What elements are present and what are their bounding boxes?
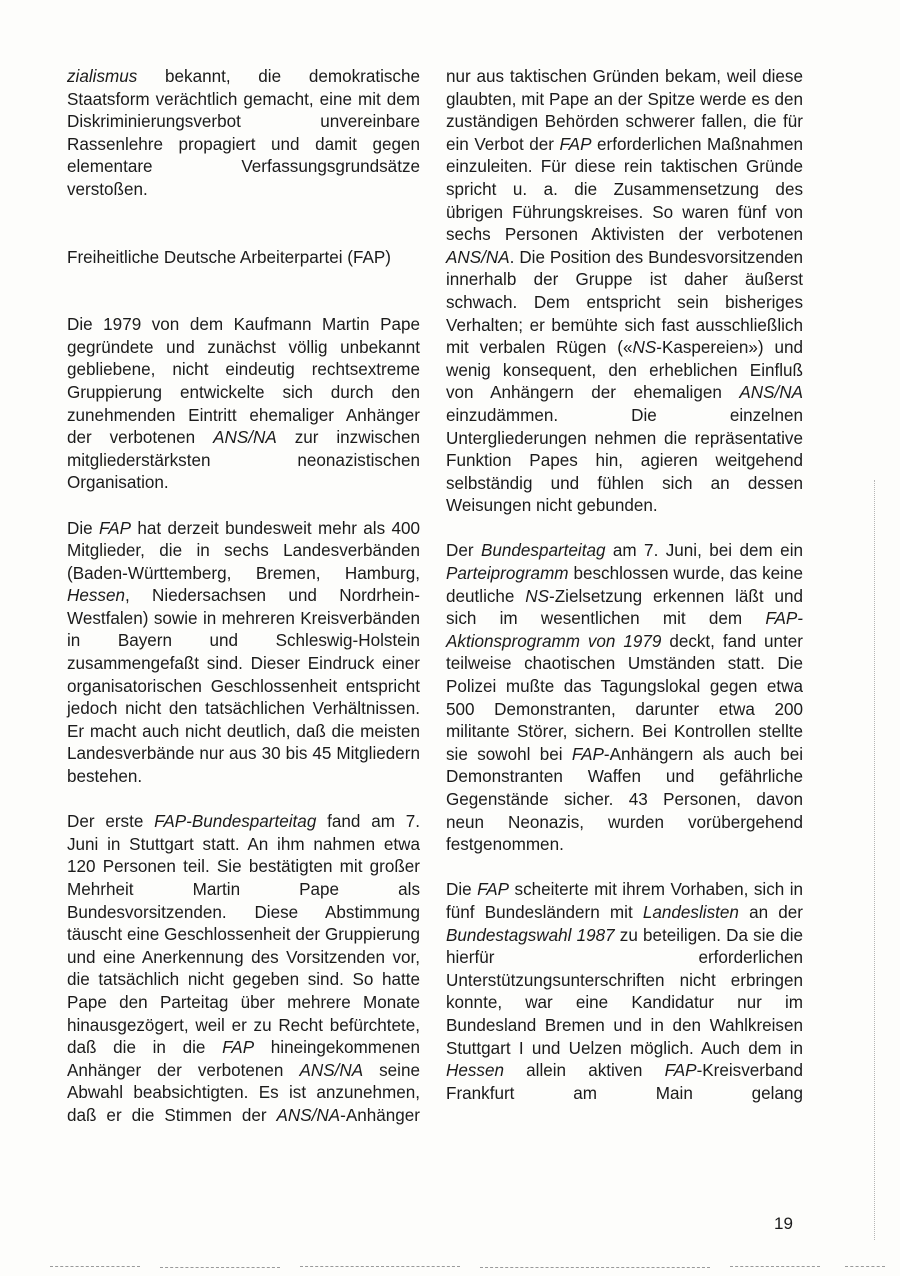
text-run: allein aktiven [503,1061,665,1081]
emphasis: Bundestagswahl 1987 [446,925,615,945]
paragraph-party-congress [67,811,420,1127]
text-run: am 7. Juni, bei dem ein [605,541,803,561]
text-run: hat derzeit bundesweit mehr als 400 Mitglieder, die in sechs Landesverbänden (Baden-Württemberg, Bremen, Hamburg, [67,518,421,583]
text-run: zu beteiligen. Da sie die hierfür erforderlichen Unterstützungsunterschriften nicht erbringen konnte, war eine Kandidatur nur im Bundesland Bremen und in den Wahlkreisen Stuttgart I und Uelzen möglich. Auch dem in [446,925,803,1058]
emphasis: FAP [477,880,510,900]
section-heading [67,247,420,270]
emphasis: Landeslisten [642,902,739,922]
text-run: Die [67,518,100,538]
scan-artifact-line [300,1266,460,1267]
emphasis: Hessen [446,1061,504,1081]
emphasis: FAP-Bundesparteitag [154,812,317,832]
text-run: zur inzwischen mitgliederstärksten neonazistischen Organisation. [67,428,420,493]
text-run: -Zielsetzung erkennen läßt und sich im wesentlichen mit dem [446,586,803,629]
emphasis: Parteiprogramm [446,564,569,584]
right-column [446,66,803,1128]
heading-text: Freiheitliche Deutsche Arbeiterpartei (FAP) [67,247,391,267]
emphasis: FAP [222,1038,255,1058]
paragraph-tactics [446,66,803,518]
emphasis: FAP [571,744,604,764]
left-column [67,66,420,1150]
text-run: -Anhängern als auch bei Demonstranten Waffen und gefährliche Gegenstände sicher. 43 Personen, davon neun Neonazis, wurden vorübergehend festgenommen. [446,744,804,855]
scan-artifact-line [160,1267,280,1268]
text-run: , Niedersachsen und Nordrhein-Westfalen) sowie in mehreren Kreisverbänden in Bayern und Schleswig-Holstein zusammengefaßt sind. Dieser Eindruck einer organisatorischen Geschlossenheit entspricht jedoch nicht den tatsächlichen Verhältnissen. Er macht auch nicht deutlich, daß die meisten Landesverbände nur aus 30 bis 45 Mitgliedern bestehen. [67,586,420,787]
paragraph-intro [67,314,420,495]
emphasis: ANS/NA [213,428,277,448]
emphasis: ANS/NA [739,383,803,403]
emphasis: Hessen [67,586,125,606]
scan-artifact-line [730,1266,820,1267]
text-run: Die 1979 von dem Kaufmann Martin Pape gegründete und zunächst völlig unbekannt gebliebene, nicht eindeutig rechtsextreme Gruppierung entwickelte sich durch den zunehmenden Eintritt ehemaliger Anhänger der verbotenen [67,315,420,448]
emphasis: zialismus [67,67,138,86]
text-run: Die [446,880,478,900]
text-run: Der [446,541,481,561]
text-run: Der erste [67,812,155,832]
emphasis: FAP [664,1061,697,1081]
emphasis: FAP [559,134,592,154]
emphasis: Bundesparteitag [480,541,606,561]
text-run: erforderlichen Maßnahmen einzuleiten. Für diese rein taktischen Gründe spricht u. a. die Zusammensetzung des übrigen Führungskreises. So waren fünf von sechs Personen Aktivisten der verbotenen [446,134,803,245]
scan-artifact-edge [874,480,875,1240]
emphasis: NS [525,586,550,606]
text-run: beschlossen wurde, das keine deutliche [446,564,803,606]
scan-artifact-line [480,1267,710,1268]
text-run: seine Abwahl beabsichtigten. Es ist anzunehmen, daß er die Stimmen der [67,1060,420,1125]
paragraph-bundesparteitag [446,540,803,856]
text-run: hineingekommenen Anhänger der verbotenen [67,1038,420,1080]
text-run: an der [738,902,804,922]
text-run: bekannt, die demokratische Staatsform verächtlich gemacht, eine mit dem Diskriminierungsverbot unvereinbare Rassenlehre propagiert und damit gegen elementare Verfassungsgrundsätze verstoßen. [67,67,420,199]
emphasis: NS [632,338,657,358]
text-run: -Anhänger [340,1105,420,1125]
page-number: 19 [774,1214,793,1233]
emphasis: ANS/NA [446,247,510,267]
text-run: nur aus taktischen Gründen bekam, weil diese glaubten, mit Pape an der Spitze werde es den zuständigen Behörden schwerer fallen, die für ein Verbot der [446,67,803,154]
paragraph-continued [67,66,420,202]
text-run: scheiterte mit ihrem Vorhaben, sich in fünf Bundesländern mit [446,880,803,922]
text-run: -Kaspereien») und wenig konsequent, den erheblichen Einfluß von Anhängern der ehemaligen [446,338,803,403]
paragraph-membership [67,518,420,789]
text-run: einzudämmen. Die einzelnen Untergliederungen nehmen die repräsentative Funktion Papes hin, agieren weitgehend selbständig und fühlen sich an dessen Weisungen nicht gebunden. [446,405,803,516]
paragraph-election [446,879,803,1105]
emphasis: FAP-Aktionsprogramm von 1979 [446,609,803,651]
emphasis: ANS/NA [276,1105,341,1125]
scan-artifact-line [50,1266,140,1267]
text-run: -Kreisverband Frankfurt am Main gelang [446,1061,803,1103]
scan-artifact-line [845,1266,885,1267]
emphasis: FAP [99,518,131,538]
text-run: . Die Position des Bundesvorsitzenden innerhalb der Gruppe ist daher äußerst schwach. Dem entspricht sein bisheriges Verhalten; er bemühte sich fast ausschließlich mit verbalen Rügen (« [446,247,803,358]
text-run: deckt, fand unter teilweise chaotischen Umständen statt. Die Polizei mußte das Tagungslokal gegen etwa 500 Demonstranten, darunter etwa 200 militante Störer, sichern. Bei Kontrollen stellte sie sowohl bei [446,631,803,764]
text-run: fand am 7. Juni in Stuttgart statt. An ihm nahmen etwa 120 Personen teil. Sie bestätigten mit großer Mehrheit Martin Pape als Bundesvorsitzenden. Diese Abstimmung täuscht eine Geschlossenheit der Gruppierung und eine Anerkennung des Vorsitzenden vor, die tatsächlich nicht gegeben sind. So hatte Pape den Parteitag über mehrere Monate hinausgezögert, weil er zu Recht befürchtete, daß die in die [67,812,420,1058]
emphasis: ANS/NA [299,1060,364,1080]
